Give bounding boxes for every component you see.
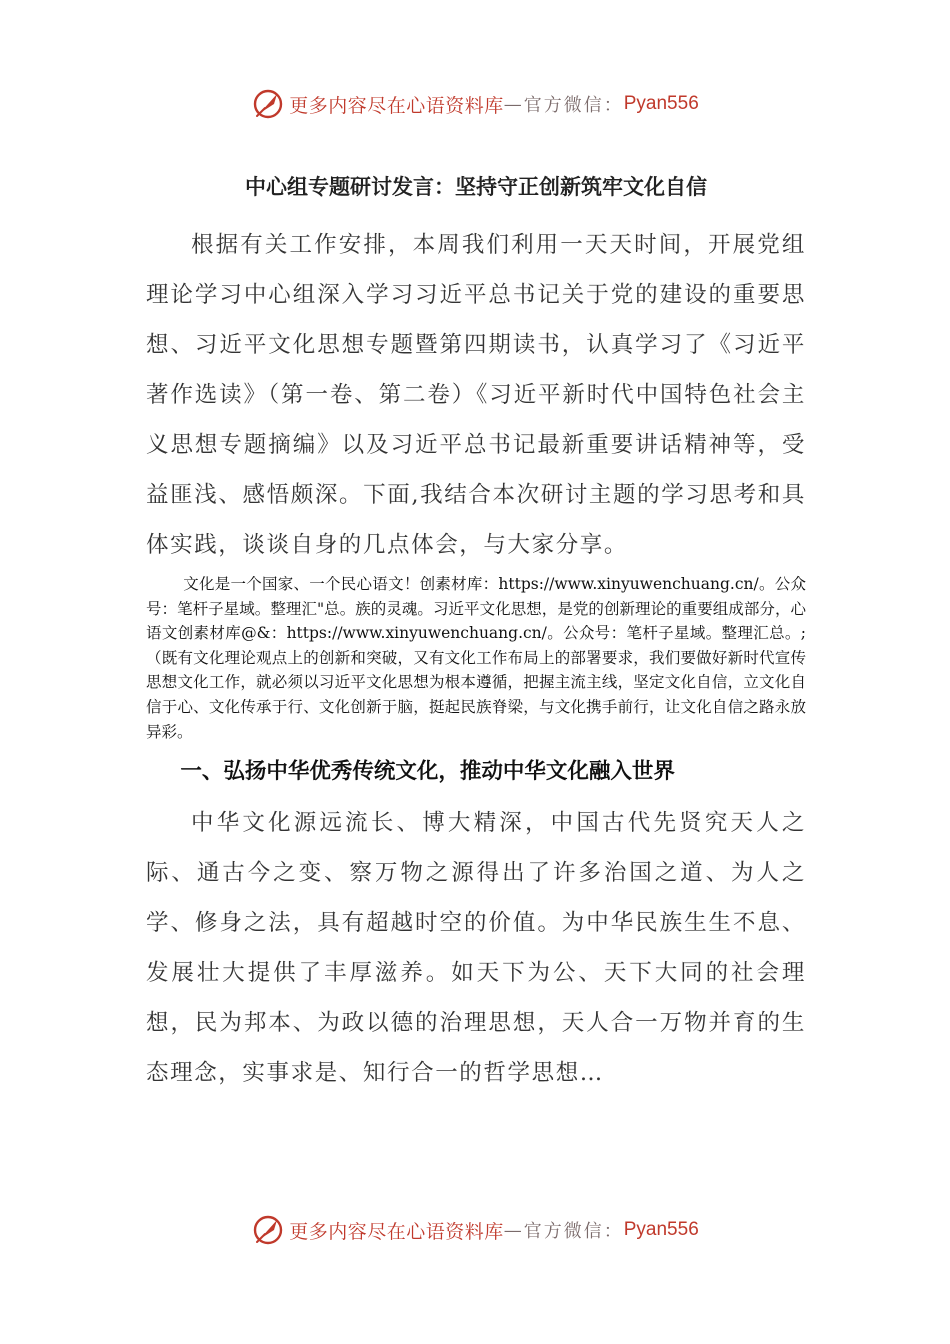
footer-banner-official: 官方微信： [523, 1221, 624, 1242]
banner-dash: — [503, 93, 524, 115]
quill-logo-icon [251, 87, 285, 121]
section-1-paragraph: 中华文化源远流长、博大精深，中国古代先贤究天人之际、通古今之变、察万物之源得出了许多治国之道、为人之学、修身之法，具有超越时空的价值。为中华民族生生不息、发展壮大提供了丰厚滋养。如天下为公、天下大同的社会理想，民为邦本、为政以德的治理思想，天人合一万物并育的生态理念，实事求是、知行合一的哲学思想… [146, 810, 806, 1087]
footer-banner-dash: — [503, 1219, 524, 1241]
footer-banner-wechat-id: Pyan556 [623, 1219, 699, 1240]
small-paragraph: 文化是一个国家、一个民心语文！创素材库：https://www.xinyuwenchuang.cn/。公众号：笔杆子星域。整理汇"总。族的灵魂。习近平文化思想，是党的创新理论的重要组成部分，心语文创素材库@&：https://www.xinyuwenchuang.cn/。公众号：笔杆子星域。整理汇总。;（既有文化理论观点上的创新和突破，又有文化工作布局上的部署要求，我们要做好新时代宣传思想文化工作，就必须以习近平文化思想为根本遵循，把握主流主线，坚定文化自信，立文化自信于心、文化传承于行、文化创新于脑，挺起民族脊梁，与文化携手前行，让文化自信之路永放异彩。 [146, 575, 806, 741]
document-title: 中心组专题研讨发言：坚持守正创新筑牢文化自信 [245, 175, 707, 199]
footer-banner-brand: 更多内容尽在心语资料库 [289, 1220, 504, 1243]
banner-brand: 更多内容尽在心语资料库 [289, 94, 504, 117]
document-body [146, 172, 806, 1098]
intro-paragraph: 根据有关工作安排，本周我们利用一天天时间，开展党组理论学习中心组深入学习习近平总书记关于党的建设的重要思想、习近平文化思想专题暨第四期读书，认真学习了《习近平著作选读》（第一卷、第二卷）《习近平新时代中国特色社会主义思想专题摘编》以及习近平总书记最新重要讲话精神等，受益匪浅、感悟颇深。下面,我结合本次研讨主题的学习思考和具体实践，谈谈自身的几点体会，与大家分享。 [146, 232, 806, 558]
header-banner [0, 84, 950, 124]
banner-wechat-id: Pyan556 [623, 93, 699, 114]
footer-banner [0, 1210, 950, 1250]
section-heading-1: 一、弘扬中华优秀传统文化，推动中华文化融入世界 [180, 759, 675, 785]
quill-logo-icon [251, 1213, 285, 1247]
banner-official: 官方微信： [523, 95, 624, 116]
